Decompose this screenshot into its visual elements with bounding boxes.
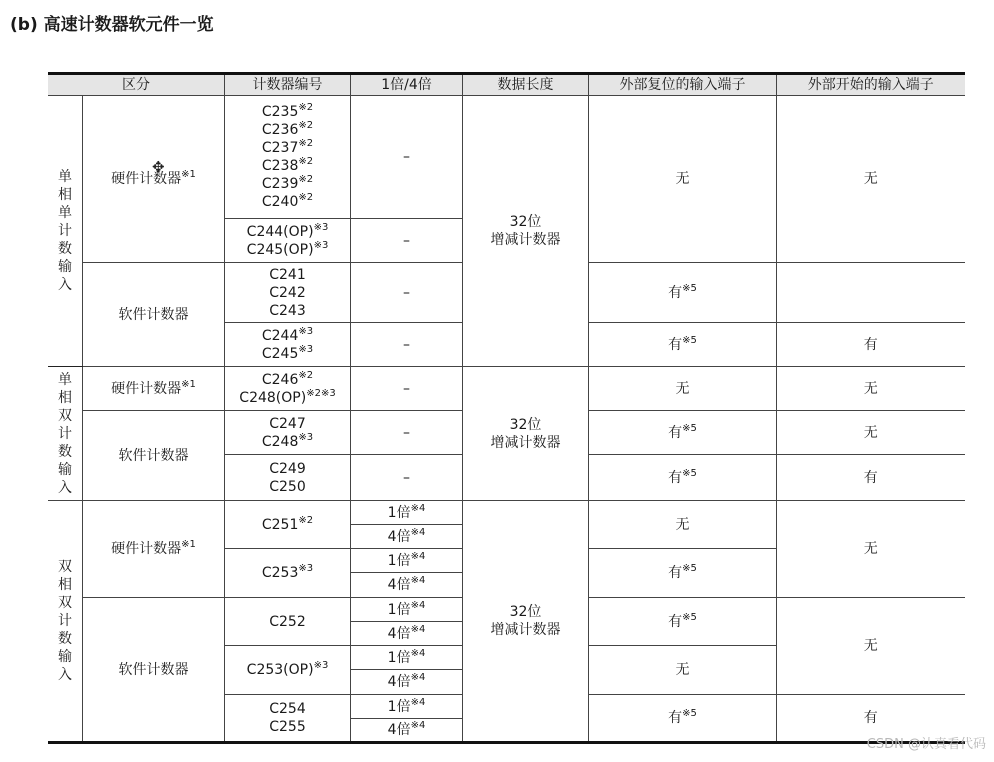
counter-cell: C244(OP)$^{※3}$ C245(OP)$^{※3}$ (225, 219, 351, 263)
multiplier-cell: – (351, 411, 463, 455)
multiplier-cell: 1倍$^{※4}$ (351, 549, 463, 573)
type-cell: 软件计数器 (83, 263, 225, 367)
counter-cell: C253$^{※3}$ (225, 549, 351, 598)
table-row (48, 96, 965, 219)
multiplier-cell: 1倍$^{※4}$ (351, 695, 463, 719)
counter-cell: C254 C255 (225, 695, 351, 743)
multiplier-cell: – (351, 323, 463, 367)
counter-table (48, 72, 965, 744)
counter-cell: C246$^{※2}$ C248(OP)$^{※2※3}$ (225, 367, 351, 411)
multiplier-cell: – (351, 455, 463, 501)
multiplier-cell: 4倍$^{※4}$ (351, 525, 463, 549)
reset-cell: 无 (589, 501, 777, 549)
multiplier-cell: 4倍$^{※4}$ (351, 573, 463, 598)
reset-cell: 有$^{※5}$ (589, 323, 777, 367)
reset-cell: 有$^{※5}$ (589, 549, 777, 598)
multiplier-cell: – (351, 219, 463, 263)
reset-cell: 有$^{※5}$ (589, 695, 777, 743)
multiplier-cell: – (351, 96, 463, 219)
counter-cell: C253(OP)$^{※3}$ (225, 646, 351, 695)
header-counter-no: 计数器编号 (225, 74, 351, 96)
counter-cell: C252 (225, 598, 351, 646)
header-ext-reset: 外部复位的输入端子 (589, 74, 777, 96)
reset-cell: 无 (589, 96, 777, 263)
length-cell: 32位 增减计数器 (463, 367, 589, 501)
type-cell: 硬件计数器$^{※1}$ (83, 501, 225, 598)
section-label: 单相双计数输入 (48, 367, 83, 501)
type-cell: 硬件计数器$^{※1}$ (83, 96, 225, 263)
start-cell: 有 (777, 695, 965, 743)
type-cell: 软件计数器 (83, 598, 225, 743)
start-cell (777, 263, 965, 323)
reset-cell: 有$^{※5}$ (589, 411, 777, 455)
header-category: 区分 (48, 74, 225, 96)
header-row (48, 74, 965, 96)
reset-cell: 有$^{※5}$ (589, 455, 777, 501)
multiplier-cell: – (351, 367, 463, 411)
start-cell: 无 (777, 96, 965, 263)
reset-cell: 无 (589, 367, 777, 411)
start-cell: 无 (777, 411, 965, 455)
counter-cell: C241 C242 C243 (225, 263, 351, 323)
multiplier-cell: 4倍$^{※4}$ (351, 719, 463, 743)
multiplier-cell: 4倍$^{※4}$ (351, 670, 463, 695)
type-cell: 硬件计数器$^{※1}$ (83, 367, 225, 411)
table-row (48, 501, 965, 525)
multiplier-cell: – (351, 263, 463, 323)
type-cell: 软件计数器 (83, 411, 225, 501)
length-cell: 32位 增减计数器 (463, 501, 589, 743)
counter-cell: C244$^{※3}$ C245$^{※3}$ (225, 323, 351, 367)
start-cell: 无 (777, 501, 965, 598)
watermark: CSDN @认真看代码 (866, 737, 986, 752)
table-row (48, 367, 965, 411)
start-cell: 无 (777, 598, 965, 695)
counter-cell: C251$^{※2}$ (225, 501, 351, 549)
counter-cell: C247 C248$^{※3}$ (225, 411, 351, 455)
multiplier-cell: 4倍$^{※4}$ (351, 622, 463, 646)
header-data-length: 数据长度 (463, 74, 589, 96)
start-cell: 有 (777, 455, 965, 501)
start-cell: 有 (777, 323, 965, 367)
multiplier-cell: 1倍$^{※4}$ (351, 501, 463, 525)
page-title: (b) 高速计数器软元件一览 (10, 15, 214, 35)
start-cell: 无 (777, 367, 965, 411)
move-cursor-icon: ✥ (152, 158, 165, 176)
section-label: 双相双计数输入 (48, 501, 83, 743)
reset-cell: 无 (589, 646, 777, 695)
reset-cell: 有$^{※5}$ (589, 598, 777, 646)
counter-cell: C235$^{※2}$ C236$^{※2}$ C237$^{※2}$ C238$^{※2}$ C239$^{※2}$ C240$^{※2}$ (225, 96, 351, 219)
length-cell: 32位 增减计数器 (463, 96, 589, 367)
multiplier-cell: 1倍$^{※4}$ (351, 646, 463, 670)
reset-cell: 有$^{※5}$ (589, 263, 777, 323)
multiplier-cell: 1倍$^{※4}$ (351, 598, 463, 622)
header-multiplier: 1倍/4倍 (351, 74, 463, 96)
section-label: 单相单计数输入 (48, 96, 83, 367)
counter-cell: C249 C250 (225, 455, 351, 501)
header-ext-start: 外部开始的输入端子 (777, 74, 965, 96)
